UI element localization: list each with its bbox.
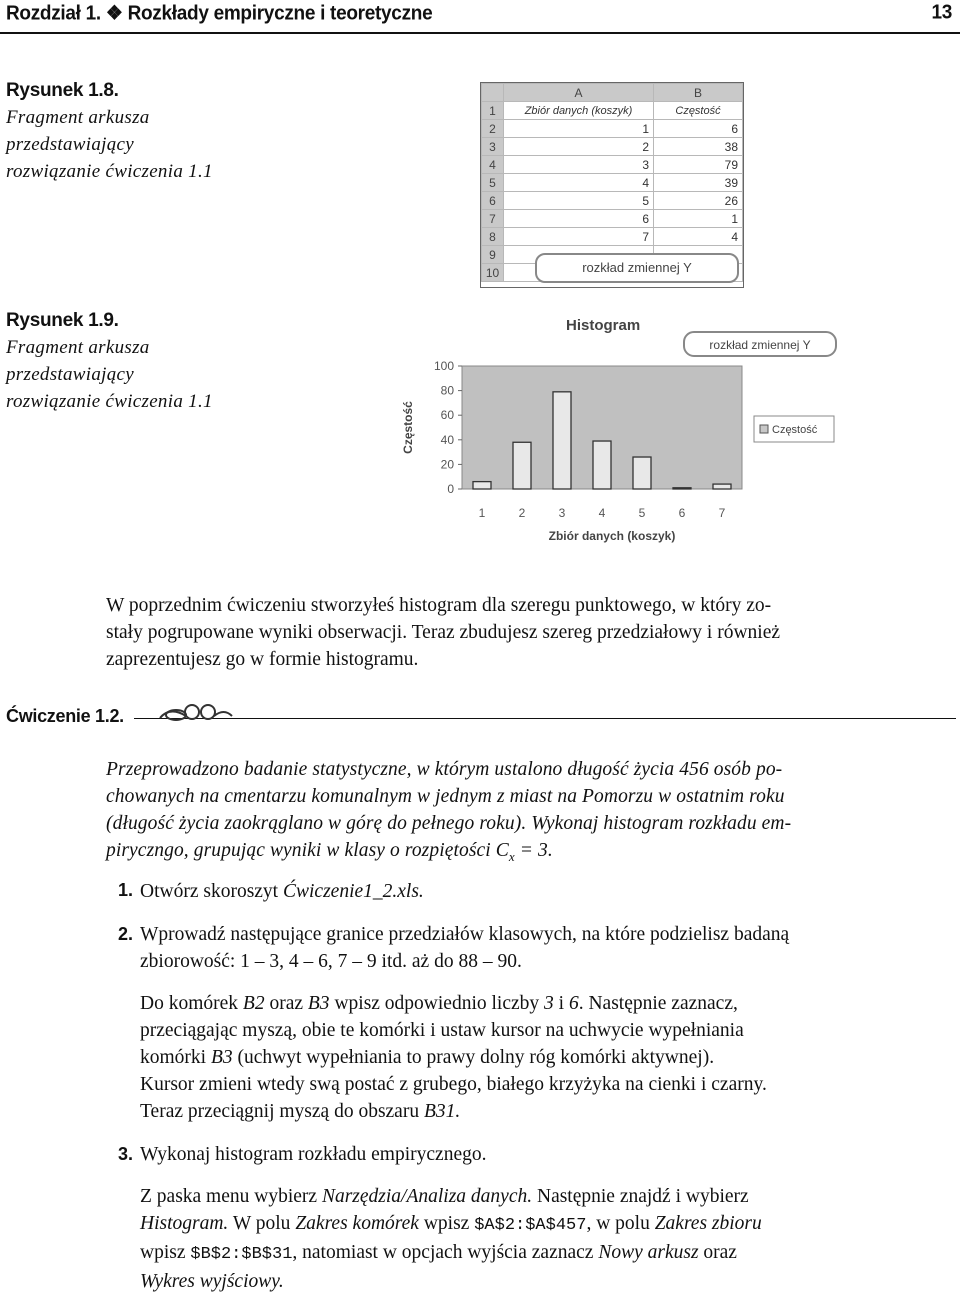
intro-paragraph: W poprzednim ćwiczeniu stworzyłeś histogram dla szeregu punktowego, w który zo- stały pogrupowane wyniki obserwacji. Teraz zbudujesz szereg przedziałowy i również zaprezentujesz go w formie histogramu. — [106, 595, 781, 670]
y-tick-label: 60 — [440, 408, 454, 423]
cell-a: 3 — [504, 156, 654, 174]
row-number: 9 — [482, 246, 504, 264]
sheet-row — [482, 102, 743, 120]
sheet-row — [482, 174, 743, 192]
x-tick-label: 4 — [598, 506, 606, 520]
cell-a: 1 — [504, 120, 654, 138]
row-number: 8 — [482, 228, 504, 246]
row-number: 3 — [482, 138, 504, 156]
chart-callout: rozkład zmiennej Y — [709, 338, 811, 352]
y-tick-label: 80 — [440, 383, 454, 398]
cell-b: 26 — [654, 192, 743, 210]
legend-label: Częstość — [772, 424, 818, 436]
figure-1-9-caption: Fragment arkusza przedstawiający rozwiązanie ćwiczenia 1.1 — [6, 337, 213, 412]
row-number: 2 — [482, 120, 504, 138]
x-axis-label: Zbiór danych (koszyk) — [548, 529, 676, 543]
cell-a: 6 — [504, 210, 654, 228]
row-number: 5 — [482, 174, 504, 192]
file-name: Ćwiczenie1_2.xls. — [282, 881, 424, 902]
histogram-bar — [593, 441, 611, 489]
exercise-label: Ćwiczenie 1.2. — [6, 706, 124, 726]
cell-a: Zbiór danych (koszyk) — [504, 102, 654, 120]
y-tick-label: 100 — [433, 359, 454, 373]
legend-swatch — [760, 425, 768, 433]
column-header-a: A — [504, 84, 654, 102]
exercise-ornament-icon — [156, 702, 236, 724]
cell-b: 79 — [654, 156, 743, 174]
x-tick-label: 3 — [558, 506, 566, 520]
header-rule — [0, 32, 960, 34]
spreadsheet-fragment — [480, 82, 744, 288]
cell-a: 2 — [504, 138, 654, 156]
sheet-row — [482, 138, 743, 156]
cell-b: 1 — [654, 210, 743, 228]
y-tick-label: 40 — [440, 432, 454, 447]
x-tick-label: 1 — [478, 506, 486, 520]
figure-1-8-label: Rysunek 1.8. — [6, 80, 119, 101]
x-tick-label: 7 — [718, 506, 726, 520]
cell-b: 4 — [654, 228, 743, 246]
x-tick-label: 5 — [638, 506, 646, 520]
column-header-b: B — [654, 84, 743, 102]
cell-a: 4 — [504, 174, 654, 192]
histogram-bar — [633, 457, 651, 489]
sheet-row — [482, 156, 743, 174]
histogram-bar — [673, 488, 691, 489]
chart-title: Histogram — [566, 317, 641, 334]
step-3-details: Z paska menu wybierz Narzędzia/Analiza danych. Następnie znajdź i wybierz Histogram. W polu Zakres komórek wpisz $A$2:$A$457, w polu Zakres zbioru wpisz $B$2:$B$31, natomiast w opcjach wyjścia zaznacz Nowy arkusz oraz Wykres wyjściowy. — [140, 1186, 762, 1292]
histogram-chart — [388, 306, 840, 556]
page-number: 13 — [931, 1, 952, 24]
sheet-row — [482, 210, 743, 228]
sheet-row — [482, 228, 743, 246]
y-axis-label: Częstość — [401, 401, 415, 454]
x-tick-label: 6 — [678, 506, 686, 520]
sheet-row — [482, 120, 743, 138]
cell-b: 39 — [654, 174, 743, 192]
figure-1-8-caption: Fragment arkusza przedstawiający rozwiązanie ćwiczenia 1.1 — [6, 107, 213, 182]
histogram-bar — [473, 482, 491, 489]
cell-a: 7 — [504, 228, 654, 246]
step-2-text: Wprowadź następujące granice przedziałów klasowych, na które podzielisz badaną zbiorowość: 1 – 3, 4 – 6, 7 – 9 itd. aż do 88 – 90. — [140, 924, 790, 972]
step-3-text: Wykonaj histogram rozkładu empirycznego. — [140, 1144, 487, 1165]
step-2-details: Do komórek B2 oraz B3 wpisz odpowiednio liczby 3 i 6. Następnie zaznacz, przeciągając myszą, obie te komórki i ustaw kursor na uchwycie wypełniania komórki B3 (uchwyt wypełniania to prawy dolny róg komórki aktywnej). Kursor zmieni wtedy swą postać z grubego, białego krzyżyka na cienki i czarny. Teraz przeciągnij myszą do obszaru B31. — [140, 993, 767, 1122]
histogram-bar — [513, 442, 531, 489]
cell-b: 38 — [654, 138, 743, 156]
step-2-number: 2. — [118, 924, 134, 944]
row-number: 6 — [482, 192, 504, 210]
row-number: 10 — [482, 264, 504, 282]
cell-b: 6 — [654, 120, 743, 138]
row-number: 1 — [482, 102, 504, 120]
figure-1-9-label: Rysunek 1.9. — [6, 310, 119, 331]
exercise-rule — [134, 718, 956, 719]
exercise-task: Przeprowadzono badanie statystyczne, w którym ustalono długość życia 456 osób po- chowanych na cmentarzu komunalnym w jednym z miast na Pomorzu w ostatnim roku (długość życia zaokrąglano w górę do pełnego roku). Wykonaj histogram rozkładu em- piryczngo, grupując wyniki w klasy o rozpiętości $C_x = 3$. — [106, 759, 792, 864]
cell-a: 5 — [504, 192, 654, 210]
histogram-bar — [713, 484, 731, 489]
sheet-row — [482, 192, 743, 210]
sheet-callout: rozkład zmiennej Y — [535, 253, 739, 283]
step-1-number: 1. — [118, 880, 134, 900]
step-1-text: Otwórz skoroszyt Ćwiczenie1_2.xls. — [140, 881, 424, 902]
corner-cell — [482, 84, 504, 102]
cell-b: Częstość — [654, 102, 743, 120]
histogram-bar — [553, 392, 571, 489]
chapter-header: Rozdział 1. ❖ Rozkłady empiryczne i teoretyczne — [6, 2, 433, 25]
x-tick-label: 2 — [518, 506, 526, 520]
row-number: 7 — [482, 210, 504, 228]
step-3-number: 3. — [118, 1144, 134, 1164]
row-number: 4 — [482, 156, 504, 174]
y-tick-label: 0 — [447, 482, 454, 496]
y-tick-label: 20 — [440, 457, 454, 472]
